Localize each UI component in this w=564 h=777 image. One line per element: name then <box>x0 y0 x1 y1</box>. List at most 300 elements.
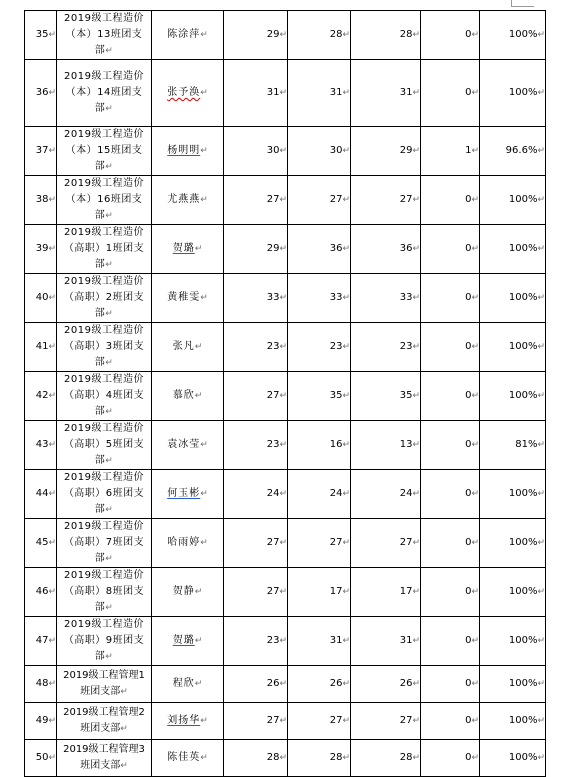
count-cell-c-text: 26 <box>399 678 413 689</box>
branch-name-line: 2019级工程造价 <box>64 374 144 385</box>
branch-name-cell <box>57 421 152 470</box>
rate-cell <box>480 11 546 60</box>
count-cell-d <box>421 568 480 617</box>
paragraph-mark-icon: ↵ <box>537 391 545 401</box>
paragraph-mark-icon: ↵ <box>537 538 545 548</box>
rate-cell-text: 100% <box>508 715 538 726</box>
count-cell-d <box>421 127 480 176</box>
paragraph-mark-icon: ↵ <box>412 753 420 763</box>
count-cell-a-text: 23 <box>266 439 280 450</box>
rate-cell <box>480 60 546 127</box>
rate-cell-text: 100% <box>508 292 538 303</box>
branch-name-cell <box>57 617 152 666</box>
count-cell-c-text: 13 <box>399 439 413 450</box>
paragraph-mark-icon: ↵ <box>471 753 479 763</box>
paragraph-mark-icon: ↵ <box>537 587 545 597</box>
secretary-cell <box>152 11 224 60</box>
paragraph-mark-icon: ↵ <box>279 538 287 548</box>
count-cell-c-text: 29 <box>399 145 413 156</box>
table-body <box>25 11 546 777</box>
paragraph-mark-icon: ↵ <box>279 293 287 303</box>
count-cell-a <box>224 323 288 372</box>
paragraph-mark-icon: ↵ <box>471 716 479 726</box>
paragraph-mark-icon: ↵ <box>342 636 350 646</box>
count-cell-b-text: 31 <box>329 87 343 98</box>
paragraph-mark-icon: ↵ <box>105 652 114 662</box>
count-cell-a-text: 27 <box>266 390 280 401</box>
table-row <box>25 323 546 372</box>
paragraph-mark-icon: ↵ <box>105 603 114 613</box>
count-cell-c <box>351 519 421 568</box>
table-row <box>25 225 546 274</box>
row-number-cell <box>25 274 57 323</box>
paragraph-mark-icon: ↵ <box>200 538 208 548</box>
count-cell-b-text: 31 <box>329 635 343 646</box>
branch-name-line: （高职）3班团支 <box>63 341 145 352</box>
count-cell-d-text: 0 <box>465 586 472 597</box>
rate-cell-text: 100% <box>508 194 538 205</box>
rate-cell <box>480 568 546 617</box>
count-cell-b <box>288 274 351 323</box>
paragraph-mark-icon: ↵ <box>279 489 287 499</box>
branch-name-line: 2019级工程造价 <box>64 129 144 140</box>
count-cell-d-text: 0 <box>465 752 472 763</box>
count-cell-d <box>421 470 480 519</box>
rate-cell-text: 100% <box>508 243 538 254</box>
paragraph-mark-icon: ↵ <box>537 716 545 726</box>
row-number-cell <box>25 225 57 274</box>
secretary-cell <box>152 740 224 777</box>
paragraph-mark-icon: ↵ <box>200 440 208 450</box>
paragraph-mark-icon: ↵ <box>279 30 287 40</box>
rate-cell <box>480 740 546 777</box>
paragraph-mark-icon: ↵ <box>200 30 208 40</box>
branch-name-cell <box>57 740 152 777</box>
count-cell-b-text: 33 <box>329 292 343 303</box>
branch-name-line: 2019级工程管理1 <box>63 670 145 681</box>
paragraph-mark-icon: ↵ <box>48 244 56 254</box>
row-number-cell <box>25 740 57 777</box>
count-cell-c <box>351 666 421 703</box>
paragraph-mark-icon: ↵ <box>48 636 56 646</box>
row-number-cell <box>25 60 57 127</box>
paragraph-mark-icon: ↵ <box>471 636 479 646</box>
count-cell-d <box>421 617 480 666</box>
secretary-cell <box>152 703 224 740</box>
count-cell-d <box>421 323 480 372</box>
count-cell-a <box>224 127 288 176</box>
table-row <box>25 11 546 60</box>
paragraph-mark-icon: ↵ <box>471 30 479 40</box>
count-cell-a <box>224 372 288 421</box>
count-cell-a-text: 33 <box>266 292 280 303</box>
count-cell-a-text: 27 <box>266 537 280 548</box>
count-cell-b-text: 26 <box>329 678 343 689</box>
secretary-cell <box>152 323 224 372</box>
secretary-name: 慕欣 <box>172 390 195 401</box>
count-cell-b-text: 28 <box>329 752 343 763</box>
count-cell-d-text: 0 <box>465 243 472 254</box>
paragraph-mark-icon: ↵ <box>194 391 203 401</box>
row-number-cell <box>25 470 57 519</box>
rate-cell-text: 100% <box>508 678 538 689</box>
count-cell-c <box>351 617 421 666</box>
secretary-name: 贺静 <box>172 586 195 597</box>
branch-name-line: 部 <box>94 357 106 368</box>
count-cell-c-text: 35 <box>399 390 413 401</box>
paragraph-mark-icon: ↵ <box>342 195 350 205</box>
branch-name-line: 部 <box>94 602 106 613</box>
count-cell-a-text: 24 <box>266 488 280 499</box>
count-cell-b-text: 27 <box>329 715 343 726</box>
rate-cell <box>480 703 546 740</box>
count-cell-a <box>224 11 288 60</box>
rate-cell <box>480 421 546 470</box>
paragraph-mark-icon: ↵ <box>105 162 114 172</box>
secretary-cell <box>152 274 224 323</box>
paragraph-mark-icon: ↵ <box>48 342 56 352</box>
count-cell-a <box>224 740 288 777</box>
paragraph-mark-icon: ↵ <box>471 244 479 254</box>
count-cell-d-text: 0 <box>465 439 472 450</box>
count-cell-b <box>288 617 351 666</box>
secretary-cell <box>152 568 224 617</box>
table-row <box>25 568 546 617</box>
count-cell-d-text: 0 <box>465 537 472 548</box>
branch-name-cell <box>57 60 152 127</box>
paragraph-mark-icon: ↵ <box>48 440 56 450</box>
paragraph-mark-icon: ↵ <box>471 195 479 205</box>
paragraph-mark-icon: ↵ <box>412 636 420 646</box>
count-cell-d-text: 0 <box>465 635 472 646</box>
branch-name-line: （高职）9班团支 <box>63 635 145 646</box>
row-number-cell-text: 47 <box>35 635 49 646</box>
paragraph-mark-icon: ↵ <box>342 146 350 156</box>
paragraph-mark-icon: ↵ <box>342 440 350 450</box>
paragraph-mark-icon: ↵ <box>200 716 208 726</box>
count-cell-d-text: 0 <box>465 194 472 205</box>
row-number-cell-text: 39 <box>35 243 49 254</box>
table-row <box>25 372 546 421</box>
count-cell-c <box>351 703 421 740</box>
branch-name-line: 2019级工程造价 <box>64 619 144 630</box>
paragraph-mark-icon: ↵ <box>342 293 350 303</box>
paragraph-mark-icon: ↵ <box>48 489 56 499</box>
count-cell-b <box>288 421 351 470</box>
count-cell-b <box>288 127 351 176</box>
count-cell-b-text: 27 <box>329 537 343 548</box>
branch-name-cell <box>57 127 152 176</box>
paragraph-mark-icon: ↵ <box>279 636 287 646</box>
row-number-cell-text: 35 <box>35 29 49 40</box>
paragraph-mark-icon: ↵ <box>120 761 128 771</box>
secretary-name: 袁冰莹 <box>167 439 201 450</box>
branch-name-line: 部 <box>94 504 106 515</box>
paragraph-mark-icon: ↵ <box>471 88 479 98</box>
secretary-name: 何玉彬 <box>167 488 201 499</box>
paragraph-mark-icon: ↵ <box>342 587 350 597</box>
count-cell-d <box>421 421 480 470</box>
count-cell-b <box>288 470 351 519</box>
branch-name-line: 班团支部 <box>80 723 121 734</box>
row-number-cell <box>25 127 57 176</box>
count-cell-d <box>421 666 480 703</box>
row-number-cell <box>25 568 57 617</box>
secretary-cell <box>152 372 224 421</box>
count-cell-c <box>351 176 421 225</box>
secretary-name: 张予涣 <box>167 87 201 98</box>
paragraph-mark-icon: ↵ <box>342 716 350 726</box>
count-cell-c <box>351 421 421 470</box>
rate-cell <box>480 127 546 176</box>
count-cell-c-text: 28 <box>399 29 413 40</box>
count-cell-a <box>224 421 288 470</box>
rate-cell-text: 100% <box>508 390 538 401</box>
count-cell-d <box>421 740 480 777</box>
row-number-cell <box>25 617 57 666</box>
branch-name-line: 部 <box>94 455 106 466</box>
rate-cell <box>480 274 546 323</box>
secretary-name: 程欣 <box>172 678 195 689</box>
rate-cell-text: 100% <box>508 635 538 646</box>
row-number-cell-text: 46 <box>35 586 49 597</box>
paragraph-mark-icon: ↵ <box>537 146 545 156</box>
table-row <box>25 274 546 323</box>
paragraph-mark-icon: ↵ <box>537 88 545 98</box>
paragraph-mark-icon: ↵ <box>412 293 420 303</box>
row-number-cell <box>25 666 57 703</box>
branch-name-cell <box>57 274 152 323</box>
paragraph-mark-icon: ↵ <box>342 538 350 548</box>
count-cell-d-text: 0 <box>465 678 472 689</box>
count-cell-c <box>351 11 421 60</box>
secretary-name: 陈佳英 <box>167 752 201 763</box>
branch-name-cell <box>57 568 152 617</box>
paragraph-mark-icon: ↵ <box>471 489 479 499</box>
paragraph-mark-icon: ↵ <box>471 587 479 597</box>
secretary-name: 张凡 <box>172 341 195 352</box>
rate-cell-text: 100% <box>508 537 538 548</box>
paragraph-mark-icon: ↵ <box>537 440 545 450</box>
paragraph-mark-icon: ↵ <box>279 195 287 205</box>
paragraph-mark-icon: ↵ <box>105 554 114 564</box>
count-cell-d-text: 0 <box>465 341 472 352</box>
rate-cell <box>480 666 546 703</box>
table-row <box>25 470 546 519</box>
count-cell-d <box>421 176 480 225</box>
secretary-cell <box>152 60 224 127</box>
paragraph-mark-icon: ↵ <box>471 538 479 548</box>
count-cell-b-text: 35 <box>329 390 343 401</box>
count-cell-a-text: 29 <box>266 243 280 254</box>
table-row <box>25 127 546 176</box>
branch-name-line: 班团支部 <box>80 686 121 697</box>
row-number-cell-text: 41 <box>35 341 49 352</box>
count-cell-d <box>421 372 480 421</box>
branch-statistics-table <box>24 10 546 777</box>
paragraph-mark-icon: ↵ <box>471 679 479 689</box>
paragraph-mark-icon: ↵ <box>105 456 114 466</box>
paragraph-mark-icon: ↵ <box>48 587 56 597</box>
rate-cell-text: 100% <box>508 586 538 597</box>
row-number-cell <box>25 176 57 225</box>
rate-cell-text: 96.6% <box>505 145 538 156</box>
branch-name-cell <box>57 703 152 740</box>
row-number-cell-text: 38 <box>35 194 49 205</box>
count-cell-a <box>224 617 288 666</box>
paragraph-mark-icon: ↵ <box>105 407 114 417</box>
count-cell-b-text: 28 <box>329 29 343 40</box>
paragraph-mark-icon: ↵ <box>194 244 203 254</box>
paragraph-mark-icon: ↵ <box>412 88 420 98</box>
paragraph-mark-icon: ↵ <box>279 146 287 156</box>
count-cell-b <box>288 740 351 777</box>
paragraph-mark-icon: ↵ <box>105 309 114 319</box>
paragraph-mark-icon: ↵ <box>200 293 208 303</box>
row-number-cell <box>25 372 57 421</box>
branch-name-line: 2019级工程造价 <box>64 521 144 532</box>
secretary-name: 杨明明 <box>167 145 201 156</box>
row-number-cell <box>25 323 57 372</box>
paragraph-mark-icon: ↵ <box>412 195 420 205</box>
branch-name-line: 部 <box>94 308 106 319</box>
count-cell-b-text: 16 <box>329 439 343 450</box>
count-cell-d <box>421 60 480 127</box>
table-row <box>25 740 546 777</box>
count-cell-b-text: 36 <box>329 243 343 254</box>
paragraph-mark-icon: ↵ <box>194 342 203 352</box>
rate-cell <box>480 176 546 225</box>
branch-name-line: 部 <box>94 45 106 56</box>
paragraph-mark-icon: ↵ <box>200 195 208 205</box>
branch-name-line: 2019级工程造价 <box>64 570 144 581</box>
paragraph-mark-icon: ↵ <box>537 195 545 205</box>
count-cell-c-text: 27 <box>399 537 413 548</box>
paragraph-mark-icon: ↵ <box>48 753 56 763</box>
rate-cell <box>480 372 546 421</box>
branch-name-line: 2019级工程造价 <box>64 472 144 483</box>
rate-cell-text: 100% <box>508 87 538 98</box>
paragraph-mark-icon: ↵ <box>48 88 56 98</box>
count-cell-b <box>288 176 351 225</box>
paragraph-mark-icon: ↵ <box>105 358 114 368</box>
paragraph-mark-icon: ↵ <box>279 88 287 98</box>
count-cell-b <box>288 11 351 60</box>
paragraph-mark-icon: ↵ <box>120 687 128 697</box>
paragraph-mark-icon: ↵ <box>48 538 56 548</box>
rate-cell <box>480 617 546 666</box>
count-cell-c-text: 24 <box>399 488 413 499</box>
branch-name-line: （高职）2班团支 <box>63 292 145 303</box>
paragraph-mark-icon: ↵ <box>537 679 545 689</box>
count-cell-c-text: 17 <box>399 586 413 597</box>
count-cell-d-text: 1 <box>465 145 472 156</box>
branch-name-line: 部 <box>94 103 106 114</box>
count-cell-c <box>351 372 421 421</box>
paragraph-mark-icon: ↵ <box>48 146 56 156</box>
paragraph-mark-icon: ↵ <box>279 716 287 726</box>
count-cell-a <box>224 519 288 568</box>
paragraph-mark-icon: ↵ <box>342 489 350 499</box>
rate-cell <box>480 323 546 372</box>
secretary-cell <box>152 666 224 703</box>
secretary-cell <box>152 617 224 666</box>
paragraph-mark-icon: ↵ <box>471 440 479 450</box>
paragraph-mark-icon: ↵ <box>279 679 287 689</box>
count-cell-d <box>421 11 480 60</box>
secretary-cell <box>152 176 224 225</box>
paragraph-mark-icon: ↵ <box>105 211 114 221</box>
paragraph-mark-icon: ↵ <box>200 753 208 763</box>
branch-name-line: 2019级工程造价 <box>64 227 144 238</box>
count-cell-b <box>288 225 351 274</box>
count-cell-d <box>421 274 480 323</box>
secretary-cell <box>152 225 224 274</box>
table-row <box>25 519 546 568</box>
paragraph-mark-icon: ↵ <box>537 342 545 352</box>
branch-name-cell <box>57 225 152 274</box>
table-row <box>25 703 546 740</box>
rate-cell <box>480 519 546 568</box>
paragraph-mark-icon: ↵ <box>342 88 350 98</box>
branch-name-line: 部 <box>94 161 106 172</box>
row-number-cell <box>25 703 57 740</box>
paragraph-mark-icon: ↵ <box>412 538 420 548</box>
secretary-name: 哈雨婷 <box>167 537 201 548</box>
branch-name-line: 部 <box>94 406 106 417</box>
page-corner-mark <box>511 0 534 7</box>
branch-name-line: 班团支部 <box>80 760 121 771</box>
row-number-cell-text: 50 <box>35 752 49 763</box>
paragraph-mark-icon: ↵ <box>105 505 114 515</box>
count-cell-d-text: 0 <box>465 488 472 499</box>
count-cell-a-text: 27 <box>266 194 280 205</box>
count-cell-a <box>224 470 288 519</box>
count-cell-d-text: 0 <box>465 29 472 40</box>
branch-name-line: 2019级工程造价 <box>64 276 144 287</box>
paragraph-mark-icon: ↵ <box>200 489 208 499</box>
paragraph-mark-icon: ↵ <box>279 440 287 450</box>
count-cell-a <box>224 60 288 127</box>
count-cell-d-text: 0 <box>465 390 472 401</box>
count-cell-d-text: 0 <box>465 715 472 726</box>
paragraph-mark-icon: ↵ <box>48 716 56 726</box>
paragraph-mark-icon: ↵ <box>412 146 420 156</box>
count-cell-c <box>351 740 421 777</box>
branch-name-line: 部 <box>94 259 106 270</box>
branch-name-line: （高职）1班团支 <box>63 243 145 254</box>
count-cell-a-text: 26 <box>266 678 280 689</box>
count-cell-c-text: 31 <box>399 635 413 646</box>
count-cell-b <box>288 568 351 617</box>
count-cell-a-text: 31 <box>266 87 280 98</box>
paragraph-mark-icon: ↵ <box>471 146 479 156</box>
paragraph-mark-icon: ↵ <box>412 587 420 597</box>
paragraph-mark-icon: ↵ <box>342 753 350 763</box>
secretary-name: 贺璐 <box>172 243 195 254</box>
count-cell-a <box>224 176 288 225</box>
count-cell-d-text: 0 <box>465 87 472 98</box>
count-cell-b <box>288 703 351 740</box>
paragraph-mark-icon: ↵ <box>194 636 203 646</box>
paragraph-mark-icon: ↵ <box>48 679 56 689</box>
paragraph-mark-icon: ↵ <box>412 716 420 726</box>
branch-name-line: 2019级工程造价 <box>64 13 144 24</box>
branch-name-line: （本）16班团支 <box>65 194 143 205</box>
paragraph-mark-icon: ↵ <box>342 30 350 40</box>
count-cell-c-text: 27 <box>399 715 413 726</box>
paragraph-mark-icon: ↵ <box>48 30 56 40</box>
